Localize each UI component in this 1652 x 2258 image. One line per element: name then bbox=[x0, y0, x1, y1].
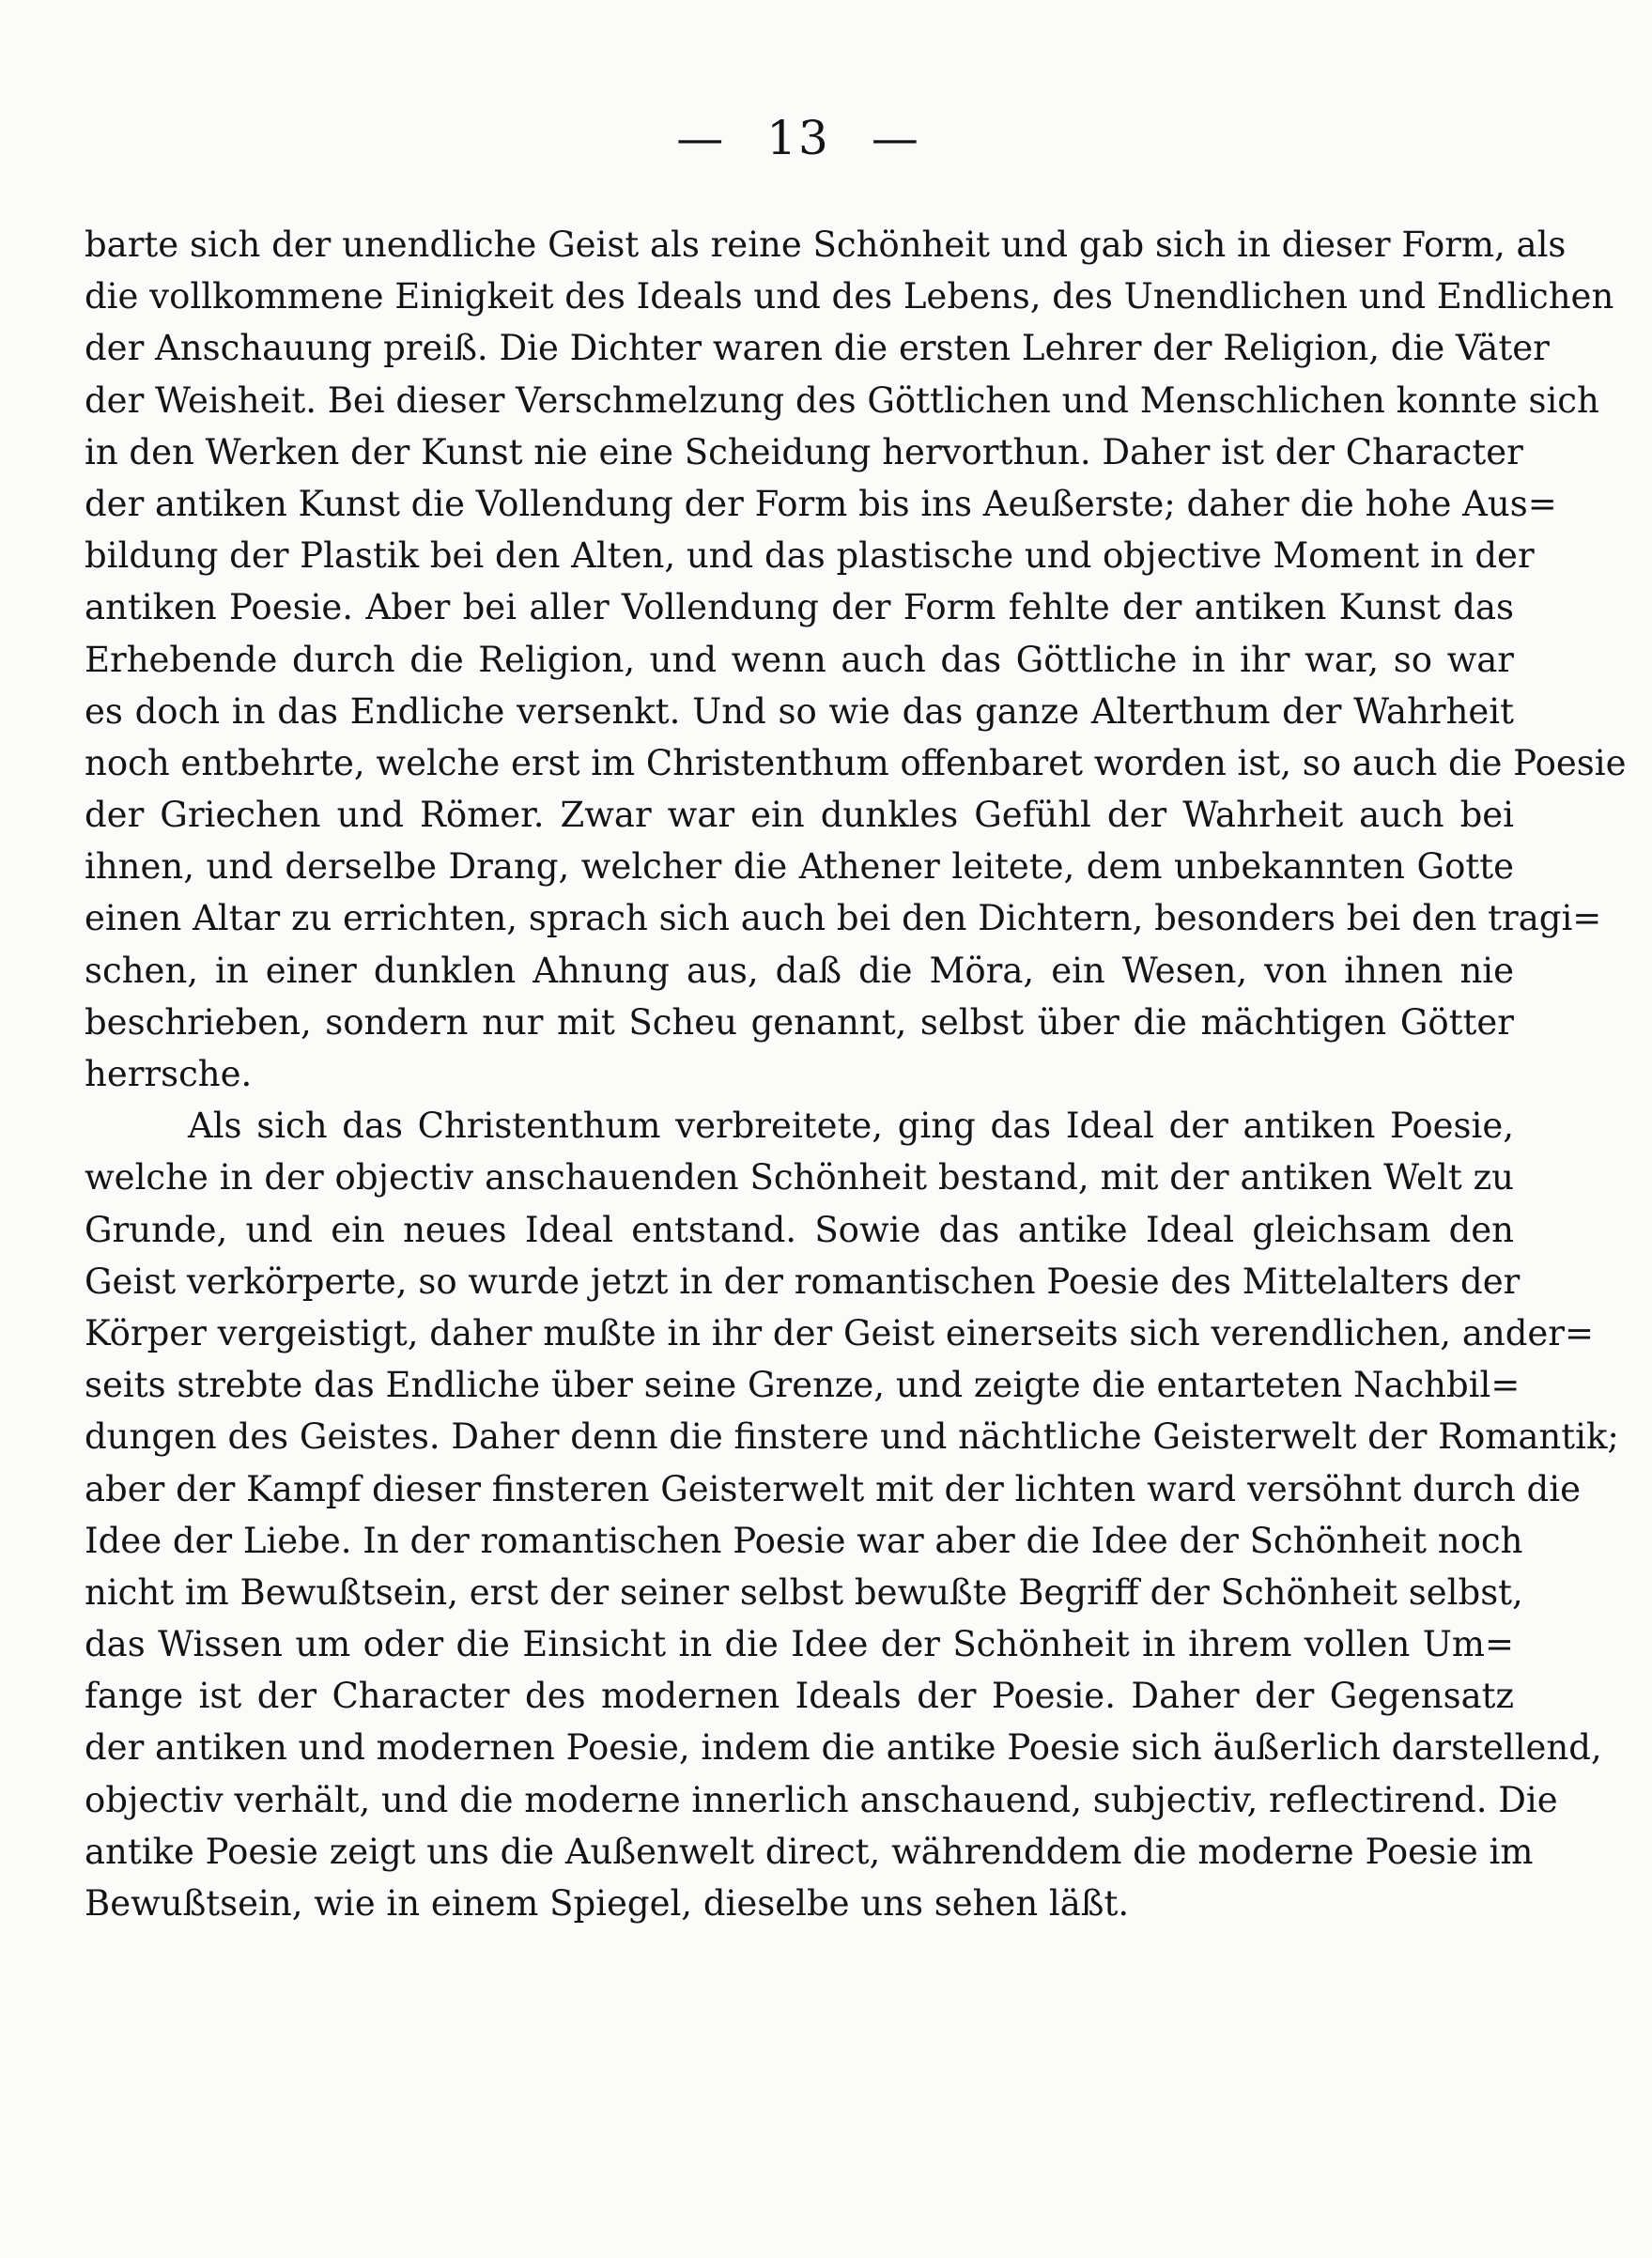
paragraph-2 bbox=[85, 1100, 1619, 1929]
text-line: es doch in das Endliche versenkt. Und so wie das ganze Alterthum der Wahrheit bbox=[85, 690, 1514, 732]
page-number-dash-right: — bbox=[871, 111, 920, 165]
text-line: in den Werken der Kunst nie eine Scheidung hervorthun. Daher ist der Character bbox=[85, 431, 1523, 472]
body-text bbox=[85, 219, 1627, 1929]
text-line: antiken Poesie. Aber bei aller Vollendung der Form fehlte der antiken Kunst das bbox=[85, 587, 1514, 628]
text-line: bildung der Plastik bei den Alten, und das plastische und objective Moment in der bbox=[85, 535, 1535, 577]
text-line: ihnen, und derselbe Drang, welcher die Athener leitete, dem unbekannten Gotte bbox=[85, 846, 1514, 888]
text-line: nicht im Bewußtsein, erst der seiner selbst bewußte Begriff der Schönheit selbst, bbox=[85, 1571, 1523, 1613]
page-number bbox=[0, 111, 1597, 165]
text-line: objectiv verhält, und die moderne innerlich anschauend, subjectiv, reflectirend. Die bbox=[85, 1779, 1558, 1820]
text-line: die vollkommene Einigkeit des Ideals und des Lebens, des Unendlichen und Endlichen bbox=[85, 276, 1614, 317]
text-line: einen Altar zu errichten, sprach sich auch bei den Dichtern, besonders bei den tragi= bbox=[85, 898, 1602, 939]
text-line: welche in der objectiv anschauenden Schönheit bestand, mit der antiken Welt zu bbox=[85, 1157, 1514, 1199]
page-number-dash-left: — bbox=[676, 111, 726, 165]
page-number-value: 13 bbox=[766, 111, 830, 165]
text-line: fange ist der Character des modernen Ideals der Poesie. Daher der Gegensatz bbox=[85, 1676, 1514, 1717]
text-line: herrsche. bbox=[85, 1054, 253, 1094]
text-line: der Griechen und Römer. Zwar war ein dunkles Gefühl der Wahrheit auch bei bbox=[85, 795, 1514, 836]
text-line: der Weisheit. Bei dieser Verschmelzung des Göttlichen und Menschlichen konnte sich bbox=[85, 379, 1599, 421]
text-line: Bewußtsein, wie in einem Spiegel, dieselbe uns sehen läßt. bbox=[85, 1883, 1130, 1924]
text-line: Als sich das Christenthum verbreitete, ging das Ideal der antiken Poesie, bbox=[188, 1106, 1514, 1147]
text-line: der antiken und modernen Poesie, indem die antike Poesie sich äußerlich darstellend, bbox=[85, 1727, 1602, 1769]
text-line: dungen des Geistes. Daher denn die finstere und nächtliche Geisterwelt der Romantik; bbox=[85, 1416, 1619, 1458]
text-line: Grunde, und ein neues Ideal entstand. Sowie das antike Ideal gleichsam den bbox=[85, 1209, 1514, 1250]
text-line: der antiken Kunst die Vollendung der Form bis ins Aeußerste; daher die hohe Aus= bbox=[85, 483, 1557, 524]
text-line: Körper vergeistigt, daher mußte in ihr der Geist einerseits sich verendlichen, ander= bbox=[85, 1312, 1594, 1353]
text-line: Geist verkörperte, so wurde jetzt in der romantischen Poesie des Mittelalters der bbox=[85, 1260, 1521, 1302]
text-line: beschrieben, sondern nur mit Scheu genannt, selbst über die mächtigen Götter bbox=[85, 1001, 1514, 1043]
text-line: seits strebte das Endliche über seine Grenze, und zeigte die entarteten Nachbil= bbox=[85, 1365, 1521, 1406]
text-line: Erhebende durch die Religion, und wenn auch das Göttliche in ihr war, so war bbox=[85, 639, 1514, 680]
text-line: antike Poesie zeigt uns die Außenwelt direct, währenddem die moderne Poesie im bbox=[85, 1831, 1534, 1872]
text-line: der Anschauung preiß. Die Dichter waren die ersten Lehrer der Religion, die Väter bbox=[85, 328, 1550, 369]
text-line: noch entbehrte, welche erst im Christenthum offenbaret worden ist, so auch die Poesie bbox=[85, 742, 1627, 783]
paragraph-1 bbox=[85, 219, 1627, 1100]
text-line: Idee der Liebe. In der romantischen Poesie war aber die Idee der Schönheit noch bbox=[85, 1520, 1523, 1561]
text-line: barte sich der unendliche Geist als reine Schönheit und gab sich in dieser Form, als bbox=[85, 224, 1567, 265]
text-line: aber der Kampf dieser finsteren Geisterwelt mit der lichten ward versöhnt durch die bbox=[85, 1468, 1581, 1509]
text-line: das Wissen um oder die Einsicht in die Idee der Schönheit in ihrem vollen Um= bbox=[85, 1624, 1514, 1665]
text-line: schen, in einer dunklen Ahnung aus, daß die Möra, ein Wesen, von ihnen nie bbox=[85, 950, 1514, 991]
